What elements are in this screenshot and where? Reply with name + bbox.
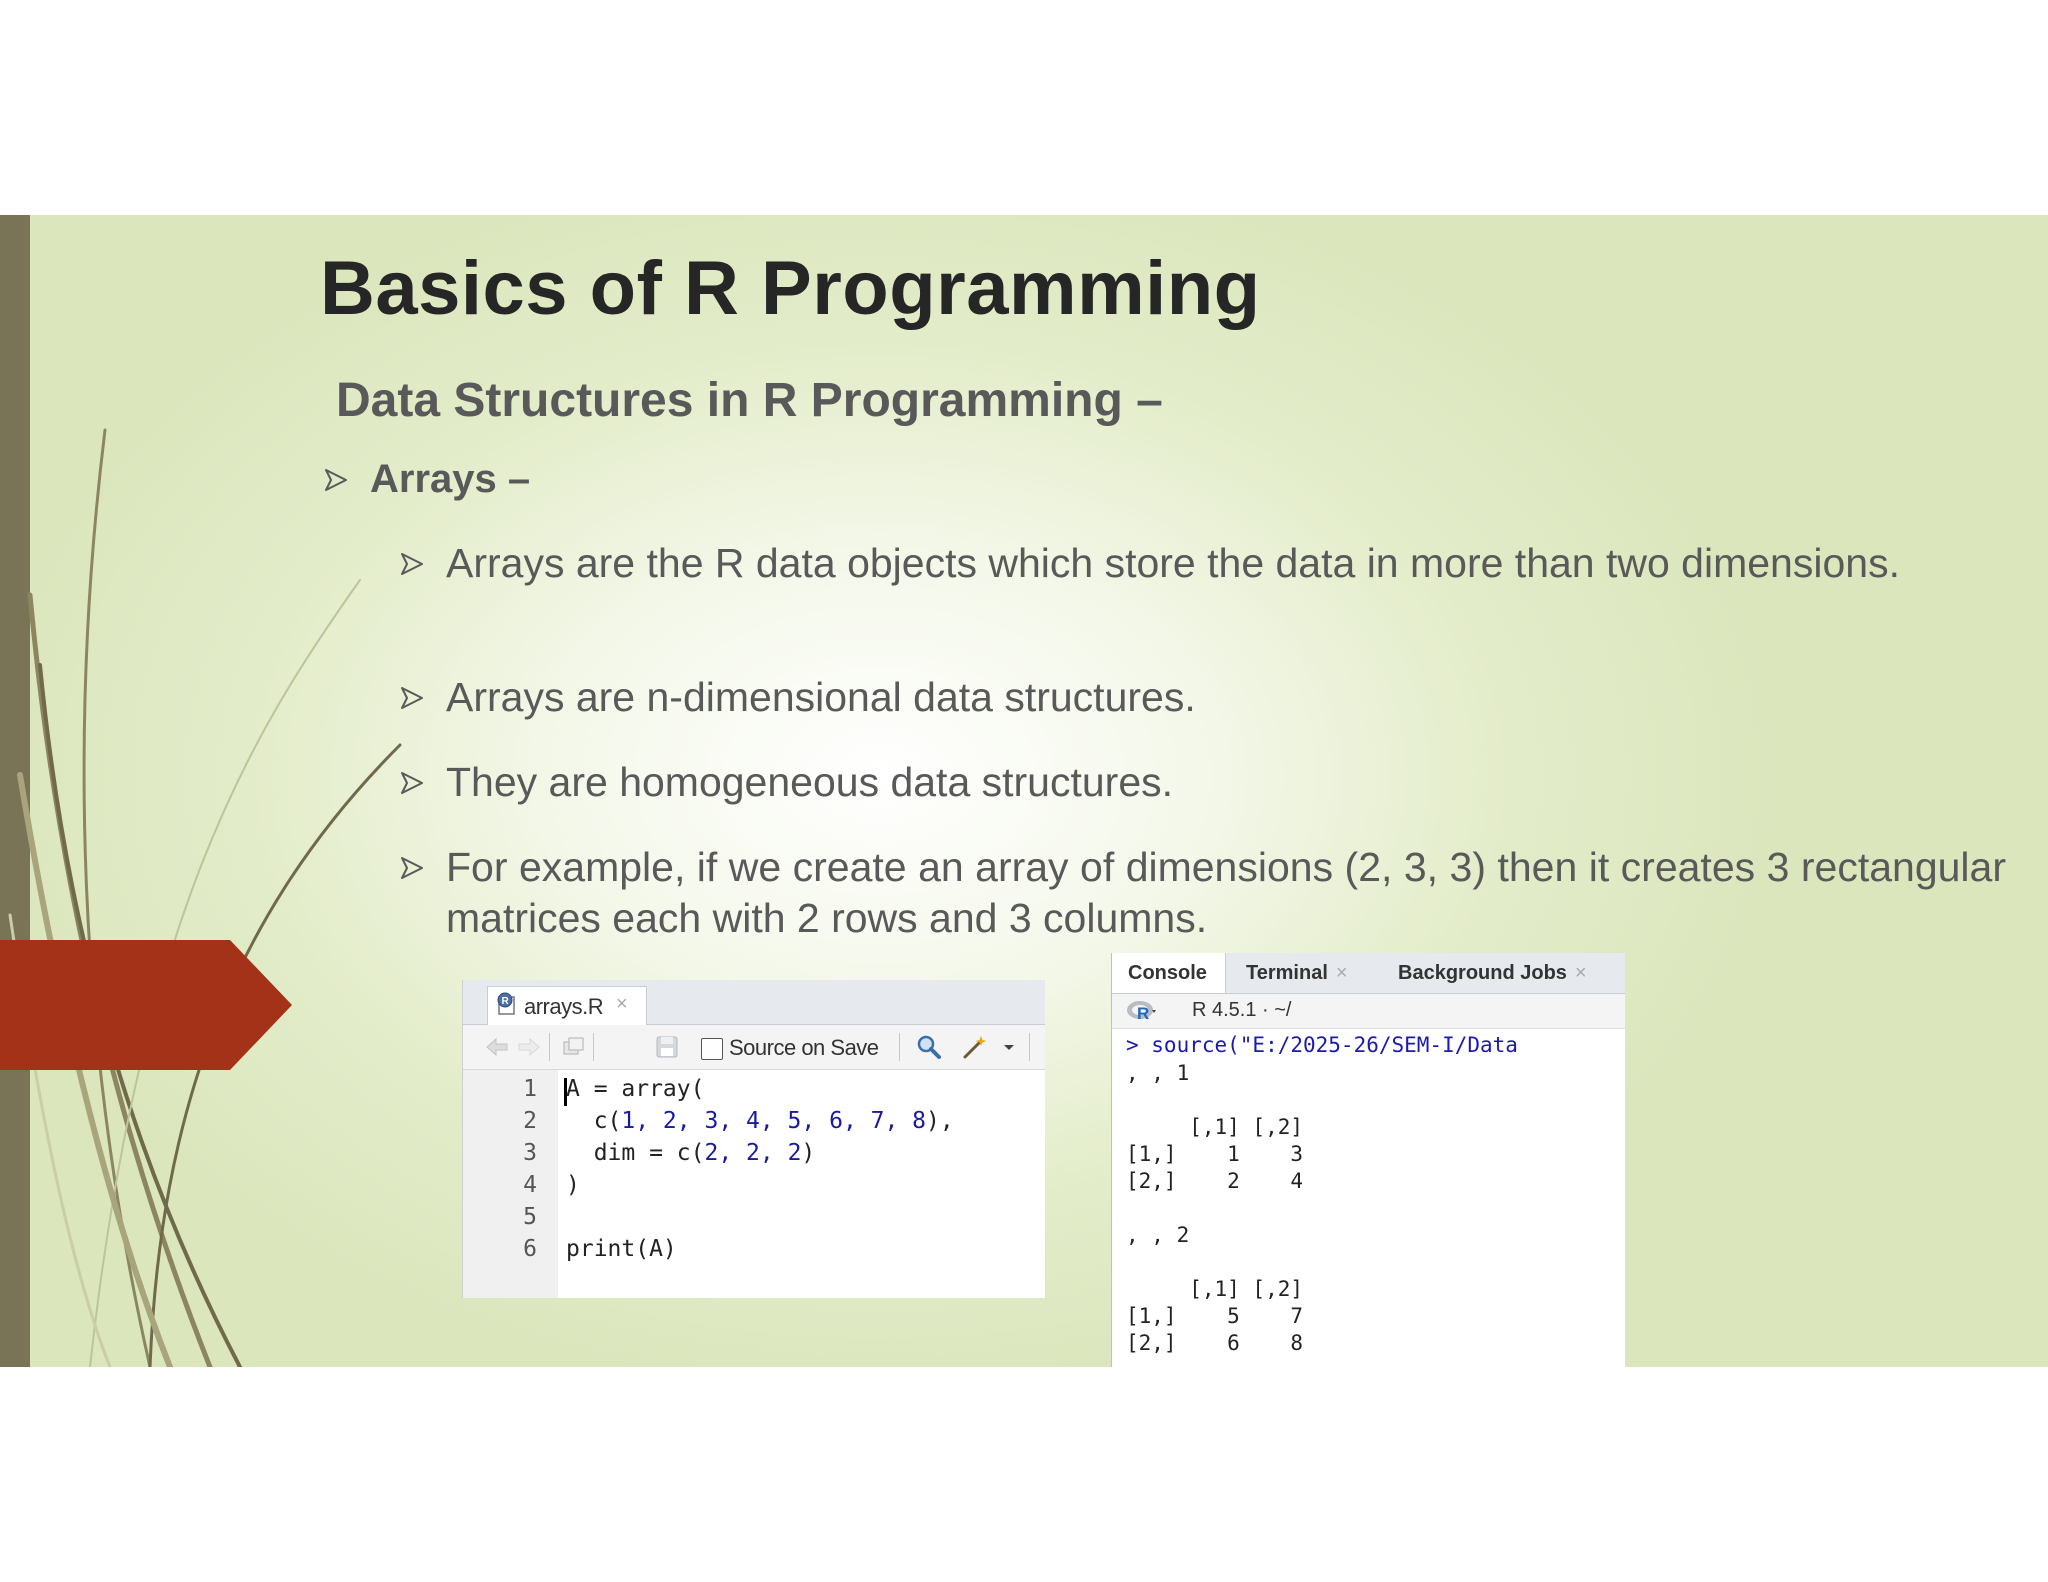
line-number: 3	[523, 1140, 537, 1166]
r-logo-icon	[1126, 999, 1160, 1023]
console-output-line: , , 1	[1126, 1061, 1190, 1085]
tab-label: Background Jobs	[1398, 962, 1567, 984]
line-number-gutter	[463, 1070, 558, 1298]
bullet-text-4: For example, if we create an array of dimensions (2, 3, 3) then it creates 3 rectangular matrices each with 2 rows and 3 columns.	[446, 844, 2006, 941]
code-line-2[interactable]	[566, 1108, 954, 1134]
slide-subtitle: Data Structures in R Programming –	[336, 374, 1163, 427]
editor-tab-label: arrays.R	[524, 994, 604, 1019]
code-line-6[interactable]: print(A)	[566, 1236, 677, 1262]
tab-background-jobs[interactable]	[1398, 953, 1587, 993]
console-output-line: [,1] [,2]	[1126, 1277, 1304, 1301]
arrow-bullet-icon	[324, 468, 348, 492]
tab-close-icon[interactable]: ×	[616, 993, 628, 1015]
tab-terminal[interactable]	[1246, 953, 1348, 993]
save-icon[interactable]	[653, 1033, 681, 1061]
console-command: > source("E:/2025-26/SEM-I/Data	[1126, 1033, 1518, 1057]
bullet-arrays-heading: Arrays –	[370, 457, 531, 501]
console-output-line: [2,] 2 4	[1126, 1169, 1304, 1193]
code-line-3[interactable]	[566, 1140, 815, 1166]
line-number: 1	[523, 1076, 537, 1102]
code-numbers: 1, 2, 3, 4, 5, 6, 7, 8	[621, 1108, 927, 1134]
code-token: dim = c(	[566, 1140, 705, 1166]
show-in-window-icon[interactable]	[559, 1033, 587, 1061]
toolbar-separator	[899, 1033, 900, 1061]
code-numbers: 2, 2, 2	[704, 1140, 802, 1166]
svg-text:R: R	[501, 996, 509, 1007]
tab-label: Console	[1128, 962, 1207, 984]
bullet-text-1: Arrays are the R data objects which store the data in more than two dimensions.	[446, 540, 1900, 586]
line-number: 4	[523, 1172, 537, 1198]
editor-toolbar	[463, 1025, 1045, 1070]
code-token: c(	[566, 1108, 622, 1134]
toolbar-separator	[549, 1033, 550, 1061]
svg-text:R: R	[1137, 1004, 1150, 1023]
console-output-line: , , 2	[1126, 1223, 1190, 1247]
r-file-icon	[496, 991, 518, 1015]
close-icon[interactable]: ×	[1335, 962, 1348, 984]
back-arrow-icon[interactable]	[483, 1033, 511, 1061]
forward-arrow-icon[interactable]	[515, 1033, 543, 1061]
arrow-bullet-icon	[400, 771, 424, 795]
rstudio-console-screenshot	[1111, 953, 1625, 1367]
editor-tab[interactable]	[487, 986, 647, 1025]
slide-title: Basics of R Programming	[320, 246, 1261, 331]
close-icon[interactable]: ×	[1574, 962, 1587, 984]
source-on-save-checkbox[interactable]	[701, 1038, 723, 1060]
toolbar-separator	[593, 1033, 594, 1061]
code-token: )	[801, 1140, 816, 1166]
line-number: 6	[523, 1236, 537, 1262]
tab-label: Terminal	[1246, 962, 1328, 984]
source-on-save-label: Source on Save	[729, 1035, 879, 1060]
bullet-text-2: Arrays are n-dimensional data structures.	[446, 674, 1196, 720]
line-number: 5	[523, 1204, 537, 1230]
arrow-bullet-icon	[400, 686, 424, 710]
bullet-text-3: They are homogeneous data structures.	[446, 759, 1174, 805]
code-line-1[interactable]: A = array(	[566, 1076, 705, 1102]
red-arrow-shape	[0, 940, 292, 1070]
console-info-bar	[1112, 994, 1625, 1029]
code-line-4[interactable]: )	[566, 1172, 580, 1198]
chevron-down-icon[interactable]	[1001, 1033, 1017, 1061]
tab-console[interactable]	[1112, 953, 1226, 993]
console-output-line: [,1] [,2]	[1126, 1115, 1304, 1139]
arrow-bullet-icon	[400, 856, 424, 880]
console-output-line: [1,] 5 7	[1126, 1304, 1304, 1328]
magic-wand-icon[interactable]	[961, 1033, 989, 1061]
console-output-line: [2,] 6 8	[1126, 1331, 1304, 1355]
line-number: 2	[523, 1108, 537, 1134]
slide	[0, 215, 2048, 1367]
code-token: ),	[926, 1108, 954, 1134]
r-version-label: R 4.5.1 · ~/	[1192, 999, 1292, 1021]
editor-tab-bar	[463, 980, 1045, 1025]
arrow-bullet-icon	[400, 552, 424, 576]
toolbar-separator	[1029, 1033, 1030, 1061]
console-output-line: [1,] 1 3	[1126, 1142, 1304, 1166]
console-tab-bar	[1112, 953, 1625, 994]
search-icon[interactable]	[915, 1033, 943, 1061]
rstudio-editor-screenshot	[462, 980, 1045, 1298]
